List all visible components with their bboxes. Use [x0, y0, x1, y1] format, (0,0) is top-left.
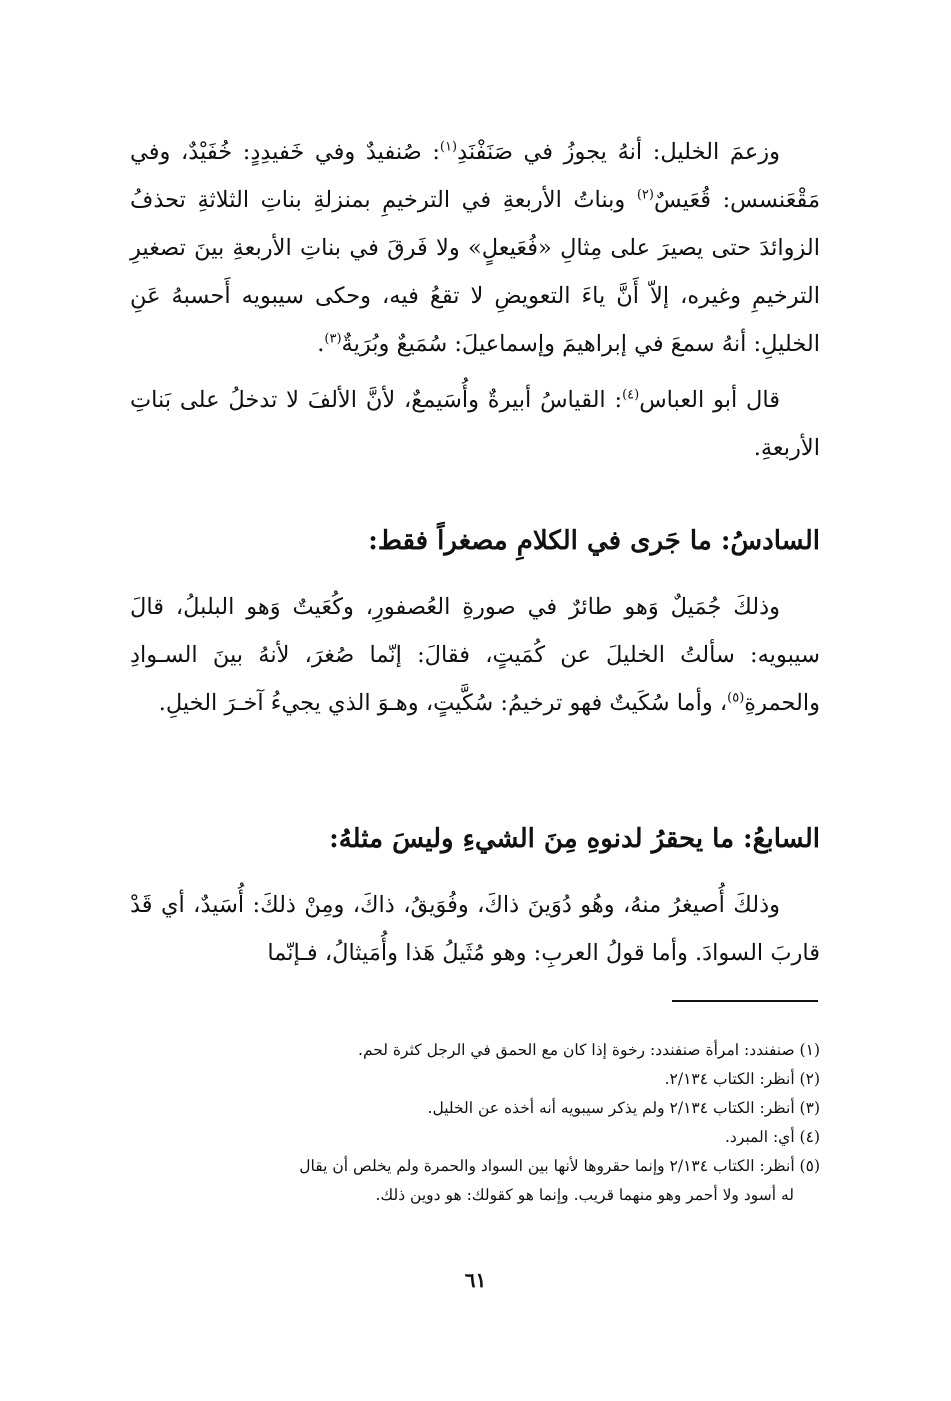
footnote-item: (٣) أنظر: الكتاب ٢/١٣٤ ولم يذكر سيبويه أنه أخذه عن الخليل.: [427, 1099, 820, 1117]
page-number: ٦١: [464, 1268, 487, 1292]
footnote-reference: (٣): [324, 331, 342, 347]
opening-text: [130, 128, 820, 472]
paragraph-text: وذلكَ جُمَيلٌ وَهو طائرٌ في صورةِ العُصفورِ، وكُعَيتٌ وَهو البلبلُ، قالَ سيبويه: سألتُ الخليلَ عن كُمَيتٍ، فقالَ: إنّما صُغرَ، لأنهُ بينَ السـوادِ والحمرةِ: [130, 594, 820, 716]
footnote-item: (٢) أنظر: الكتاب ٢/١٣٤.: [664, 1070, 820, 1088]
body-paragraph: [130, 583, 820, 727]
paragraph-text: ، وأما سُكَيتٌ فهو ترخيمُ: سُكَّيتٍ، وهـوَ الذي يجيءُ آخـرَ الخيلِ.: [158, 690, 728, 716]
section-sixth: [130, 517, 820, 727]
footnotes: [130, 1036, 820, 1210]
section-seventh: [130, 815, 820, 977]
body-paragraph: وذلكَ أُصيغرُ منهُ، وهُو دُوَينَ ذاكَ، وفُوَيقُ، ذاكَ، ومِنْ ذلكَ: أُسَيدٌ، أي قَدْ قاربَ السوادَ. وأما قولُ العربِ: وهو مُثَيلُ هَذا وأُمَيثالُ، فـإنّما: [130, 892, 820, 966]
footnote-reference: (٢): [636, 187, 654, 203]
footnote-item: (١) صنفندد: امرأة صنفندد: رخوة إذا كان مع الحمق في الرجل كثرة لحم.: [358, 1041, 820, 1059]
paragraph-text: وبناتُ الأربعةِ في الترخيمِ بمنزلةِ بناتِ الثلاثةِ تحذفُ الزوائدَ حتى يصيرَ على مِثالِ «فُعَيعلٍ» ولا فَرقَ في بناتِ الأربعةِ بينَ تصغيرِ الترخيمِ وغيره، إلاّ أَنَّ ياءَ التعويضِ لا تقعُ فيه، وحكى سيبويه أَحسبهُ عَنِ الخليلِ: أنهُ سمعَ في إبراهيمَ وإسماعيلَ: سُمَيعٌ وبُرَيةٌ: [130, 187, 820, 357]
paragraph-text: .: [317, 331, 325, 357]
section-heading: السابعُ: ما يحقرُ لدنوهِ مِنَ الشيءِ وليسَ مثلهُ:: [329, 824, 820, 854]
footnote-reference: (٥): [727, 690, 745, 706]
footnote-continuation: له أسود ولا أحمر وهو منهما قريب. وإنما هو كقولك: هو دوين ذلك.: [375, 1186, 794, 1204]
paragraph-text: : صُنفيدٌ وفي خَفيدِدٍ: خُفَيْدٌ، وفي مَقْعَنسس: قُعَيسٌ: [130, 139, 820, 213]
paragraph-text: وزعمَ الخليل: أنهُ يجوزُ في صَنَفْنَدِ: [457, 139, 780, 165]
footnote-reference: (٤): [622, 387, 640, 403]
paragraph-text: قال أبو العباس: [639, 387, 780, 413]
footnote-item: (٥) أنظر: الكتاب ٢/١٣٤ وإنما حقروها لأنها بين السواد والحمرة ولم يخلص أن يقال: [299, 1157, 820, 1175]
body-paragraph: [130, 128, 820, 368]
footnote-item: (٤) أي: المبرد.: [724, 1128, 820, 1146]
footnote-divider: [672, 1000, 818, 1002]
paragraph-text: : القياسُ أبيرةٌ وأُسَيمعٌ، لأنَّ الألفَ لا تدخلُ على بَناتِ الأربعةِ.: [130, 387, 820, 461]
body-paragraph: [130, 376, 820, 472]
footnote-reference: (١): [439, 139, 458, 155]
section-heading: السادسُ: ما جَرى في الكلامِ مصغراً فقط:: [368, 526, 820, 556]
